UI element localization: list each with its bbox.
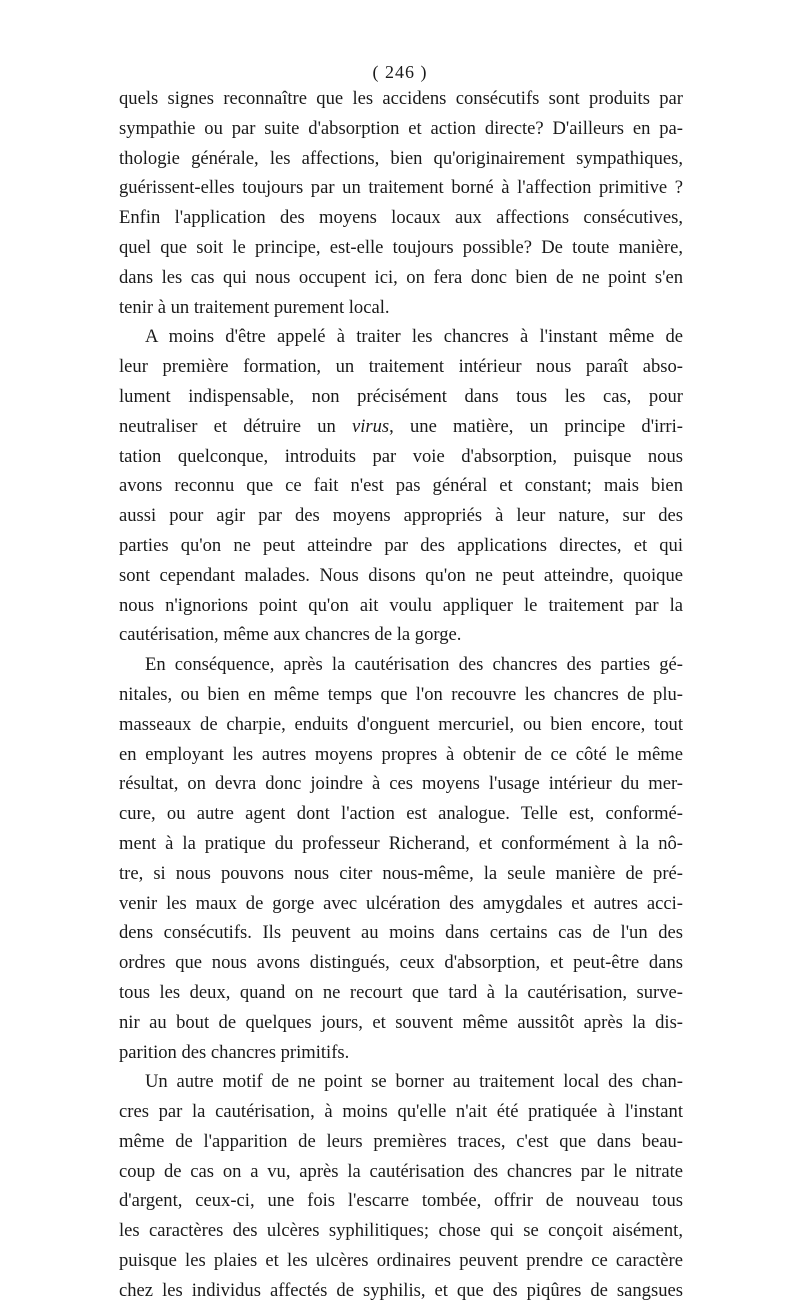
text-line: avons reconnu que ce fait n'est pas général et constant; mais bien [119, 475, 683, 497]
text-line: leur première formation, un traitement intérieur nous paraît abso- [119, 356, 683, 378]
text-line: chez les individus affectés de syphilis, et que des piqûres de sangsues [119, 1279, 683, 1301]
text-line: lument indispensable, non précisément dans tous les cas, pour [119, 385, 683, 407]
text-line: cautérisation, même aux chancres de la gorge. [119, 624, 462, 646]
text-line: tation quelconque, introduits par voie d'absorption, puisque nous [119, 445, 683, 467]
text-line: nir au bout de quelques jours, et souvent même aussitôt après la dis- [119, 1011, 683, 1033]
text-line: tre, si nous pouvons nous citer nous-même, la seule manière de pré- [119, 862, 683, 884]
text-line: sympathie ou par suite d'absorption et action directe? D'ailleurs en pa- [119, 117, 683, 139]
text-line: sont cependant malades. Nous disons qu'on ne peut atteindre, quoique [119, 564, 683, 586]
text-line: dens consécutifs. Ils peuvent au moins dans certains cas de l'un des [119, 922, 683, 944]
text-line: résultat, on devra donc joindre à ces moyens l'usage intérieur du mer- [119, 773, 683, 795]
text-line: tous les deux, quand on ne recourt que tard à la cautérisation, surve- [119, 981, 683, 1003]
text-line: en employant les autres moyens propres à obtenir de ce côté le même [119, 743, 683, 765]
text-line: masseaux de charpie, enduits d'onguent mercuriel, ou bien encore, tout [119, 713, 683, 735]
text-line: venir les maux de gorge avec ulcération des amygdales et autres acci- [119, 892, 683, 914]
text-line: neutraliser et détruire un virus, une matière, un principe d'irri- [119, 415, 683, 437]
text-line: même de l'apparition de leurs premières traces, c'est que dans beau- [119, 1130, 683, 1152]
text-line: tenir à un traitement purement local. [119, 296, 390, 318]
italic-word: virus [351, 415, 390, 437]
body-text [119, 84, 683, 1306]
text-line: cure, ou autre agent dont l'action est analogue. Telle est, conformé- [119, 803, 683, 825]
text-line: quels signes reconnaître que les accidens consécutifs sont produits par [119, 88, 683, 109]
page-number: ( 246 ) [372, 62, 428, 82]
text-line: les caractères des ulcères syphilitiques; chose qui se conçoit aisément, [119, 1220, 683, 1242]
text-line: nous n'ignorions point qu'on ait voulu appliquer le traitement par la [119, 594, 683, 616]
text-line: A moins d'être appelé à traiter les chancres à l'instant même de [145, 326, 683, 348]
text-line: nitales, ou bien en même temps que l'on recouvre les chancres de plu- [119, 683, 683, 705]
text-line: thologie générale, les affections, bien qu'originairement sympathiques, [119, 147, 683, 169]
text-line: parition des chancres primitifs. [119, 1041, 350, 1063]
text-line: En conséquence, après la cautérisation des chancres des parties gé- [145, 654, 683, 676]
text-line: guérissent-elles toujours par un traitement borné à l'affection primitive ? [119, 177, 683, 199]
text-line: ment à la pratique du professeur Richerand, et conformément à la nô- [119, 832, 683, 854]
text-line: d'argent, ceux-ci, une fois l'escarre tombée, offrir de nouveau tous [119, 1190, 683, 1212]
text-line: puisque les plaies et les ulcères ordinaires peuvent prendre ce caractère [119, 1250, 683, 1272]
text-line: cres par la cautérisation, à moins qu'elle n'ait été pratiquée à l'instant [119, 1101, 683, 1123]
text-line: Enfin l'application des moyens locaux aux affections consécutives, [119, 207, 683, 229]
text-line: ordres que nous avons distingués, ceux d'absorption, et peut-être dans [119, 952, 683, 974]
text-line: coup de cas on a vu, après la cautérisation des chancres par le nitrate [119, 1160, 683, 1182]
text-line: aussi pour agir par des moyens appropriés à leur nature, sur des [119, 505, 683, 527]
text-line: parties qu'on ne peut atteindre par des applications directes, et qui [119, 534, 683, 556]
text-line: quel que soit le principe, est-elle toujours possible? De toute manière, [119, 236, 683, 258]
text-line: Un autre motif de ne point se borner au traitement local des chan- [145, 1071, 683, 1093]
text-line: dans les cas qui nous occupent ici, on fera donc bien de ne point s'en [119, 266, 683, 288]
